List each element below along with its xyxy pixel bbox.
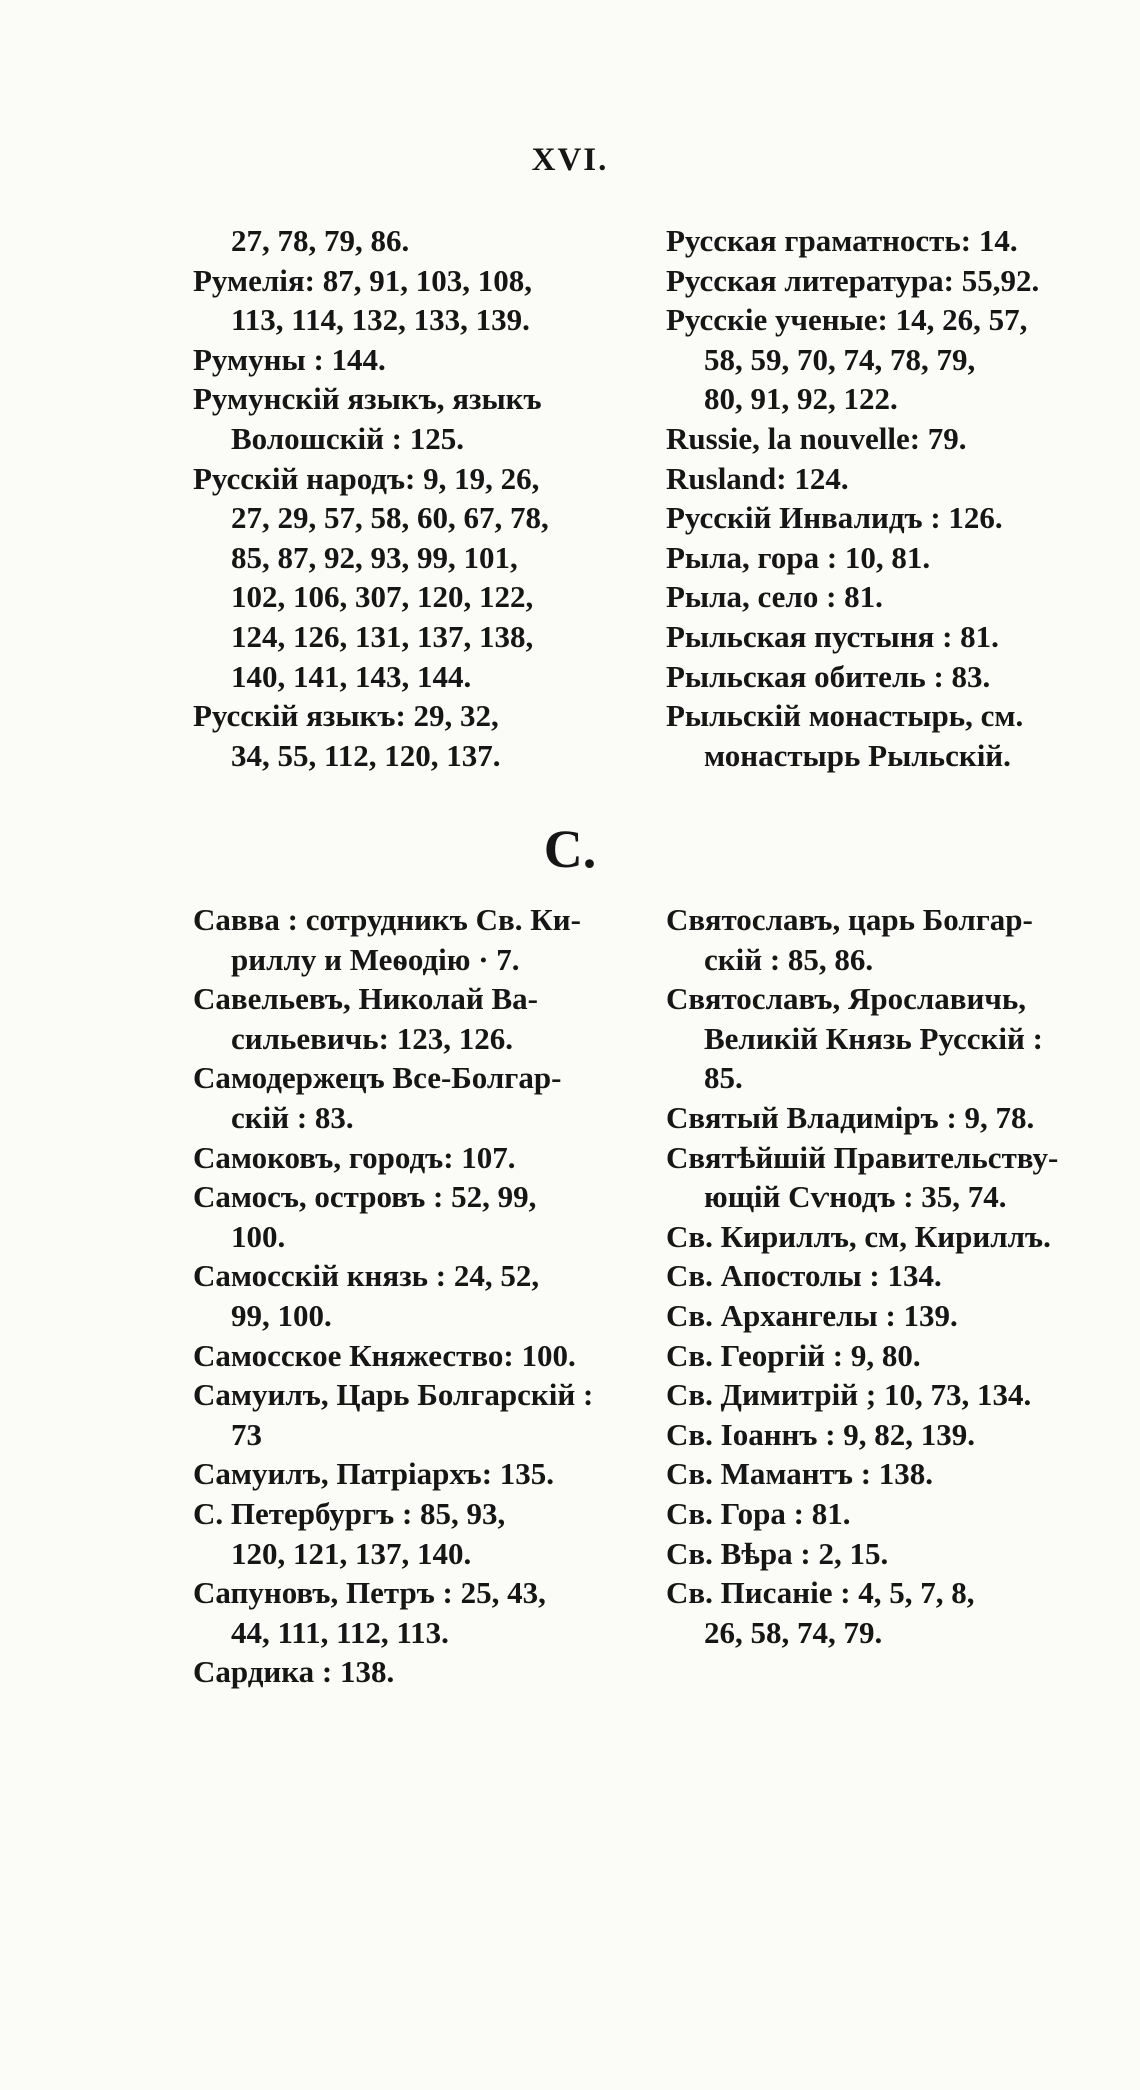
index-line: Самосъ, островъ : 52, 99, (193, 1179, 537, 1215)
index-line: скій : 85, 86. (704, 941, 874, 977)
index-line: Rusland: 124. (666, 460, 849, 496)
index-line: 100. (231, 1218, 286, 1254)
index-line: Святѣйшій Правительству- (666, 1139, 1059, 1175)
index-line: Румелія: 87, 91, 103, 108, (193, 262, 533, 298)
index-line: Румунскій языкъ, языкъ (193, 381, 542, 417)
index-line: сильевичь: 123, 126. (231, 1020, 513, 1056)
index-line: 58, 59, 70, 74, 78, 79, (704, 341, 976, 377)
index-line: Рыльская пустыня : 81. (666, 618, 999, 654)
index-line: Святый Владиміръ : 9, 78. (666, 1099, 1035, 1135)
index-line: 124, 126, 131, 137, 138, (231, 618, 534, 654)
index-line: Рыла, село : 81. (666, 579, 883, 615)
index-line: Св. Вѣра : 2, 15. (666, 1535, 889, 1571)
index-line: Рыльскій монастырь, см. (666, 698, 1024, 734)
index-line: 85, 87, 92, 93, 99, 101, (231, 539, 518, 575)
index-line: 102, 106, 307, 120, 122, (231, 579, 534, 615)
index-line: С. Петербургъ : 85, 93, (193, 1495, 506, 1531)
index-line: монастырь Рыльскій. (704, 737, 1011, 773)
index-line: 27, 29, 57, 58, 60, 67, 78, (231, 500, 549, 536)
index-line: Св. Георгій : 9, 80. (666, 1337, 921, 1373)
index-line: Сапуновъ, Петръ : 25, 43, (193, 1575, 546, 1611)
index-line: Русскій народъ: 9, 19, 26, (193, 460, 540, 496)
index-line: 99, 100. (231, 1297, 332, 1333)
page-number: XVI. (531, 142, 609, 178)
index-column-bottom-left (193, 900, 623, 1692)
index-line: 73 (231, 1416, 262, 1452)
index-line: Самосскій князь : 24, 52, (193, 1258, 540, 1294)
index-line: Русская граматность: 14. (666, 223, 1018, 258)
index-line: Russie, la nouvelle: 79. (666, 420, 967, 456)
index-line: скій : 83. (231, 1099, 354, 1135)
index-line: Волошскій : 125. (231, 420, 464, 456)
index-line: Великій Князь Русскій : (704, 1020, 1043, 1056)
index-line: 27, 78, 79, 86. (231, 223, 410, 258)
index-column-top-right (666, 221, 1098, 775)
index-line: Святославъ, Ярославичь, (666, 981, 1027, 1017)
index-line: риллу и Меѳодію · 7. (231, 941, 520, 977)
index-line: Савва : сотрудникъ Св. Ки- (193, 902, 581, 937)
index-line: Рыла, гора : 10, 81. (666, 539, 931, 575)
index-line: Св. Димитрій ; 10, 73, 134. (666, 1377, 1032, 1413)
index-line: 80, 91, 92, 122. (704, 381, 898, 417)
index-line: Самуилъ, Царь Болгарскій : (193, 1377, 594, 1413)
index-line: Самодержецъ Все-Болгар- (193, 1060, 562, 1096)
index-line: Савельевъ, Николай Ва- (193, 981, 538, 1017)
index-line: 26, 58, 74, 79. (704, 1614, 883, 1650)
index-line: 34, 55, 112, 120, 137. (231, 737, 501, 773)
index-line: Св. Апостолы : 134. (666, 1258, 942, 1294)
index-line: 140, 141, 143, 144. (231, 658, 472, 694)
index-line: ющій Сѵнодъ : 35, 74. (704, 1179, 1007, 1215)
index-line: Русскій языкъ: 29, 32, (193, 698, 499, 734)
index-line: 85. (704, 1060, 743, 1096)
index-line: Румуны : 144. (193, 341, 386, 377)
index-line: Святославъ, царь Болгар- (666, 902, 1033, 937)
index-line: Св. Писаніе : 4, 5, 7, 8, (666, 1575, 975, 1611)
index-line: 113, 114, 132, 133, 139. (231, 302, 530, 338)
index-line: Рыльская обитель : 83. (666, 658, 991, 694)
index-line: Русская литература: 55,92. (666, 262, 1040, 298)
index-line: Св. Кириллъ, см, Кириллъ. (666, 1218, 1051, 1254)
index-column-top-left (193, 221, 623, 775)
index-line: Сардика : 138. (193, 1654, 395, 1690)
index-line: Самоковъ, городъ: 107. (193, 1139, 516, 1175)
index-line: Русскій Инвалидъ : 126. (666, 500, 1003, 536)
index-line: 120, 121, 137, 140. (231, 1535, 472, 1571)
index-line: Св. Архангелы : 139. (666, 1297, 958, 1333)
index-line: 44, 111, 112, 113. (231, 1614, 449, 1650)
index-line: Русскіе ученые: 14, 26, 57, (666, 302, 1028, 338)
index-line: Св. Іоаннъ : 9, 82, 139. (666, 1416, 976, 1452)
section-heading: С. (543, 819, 597, 879)
index-line: Св. Мамантъ : 138. (666, 1456, 934, 1492)
index-column-bottom-right (666, 900, 1098, 1652)
index-line: Самосское Княжество: 100. (193, 1337, 576, 1373)
index-line: Св. Гора : 81. (666, 1495, 851, 1531)
index-line: Самуилъ, Патріархъ: 135. (193, 1456, 555, 1492)
